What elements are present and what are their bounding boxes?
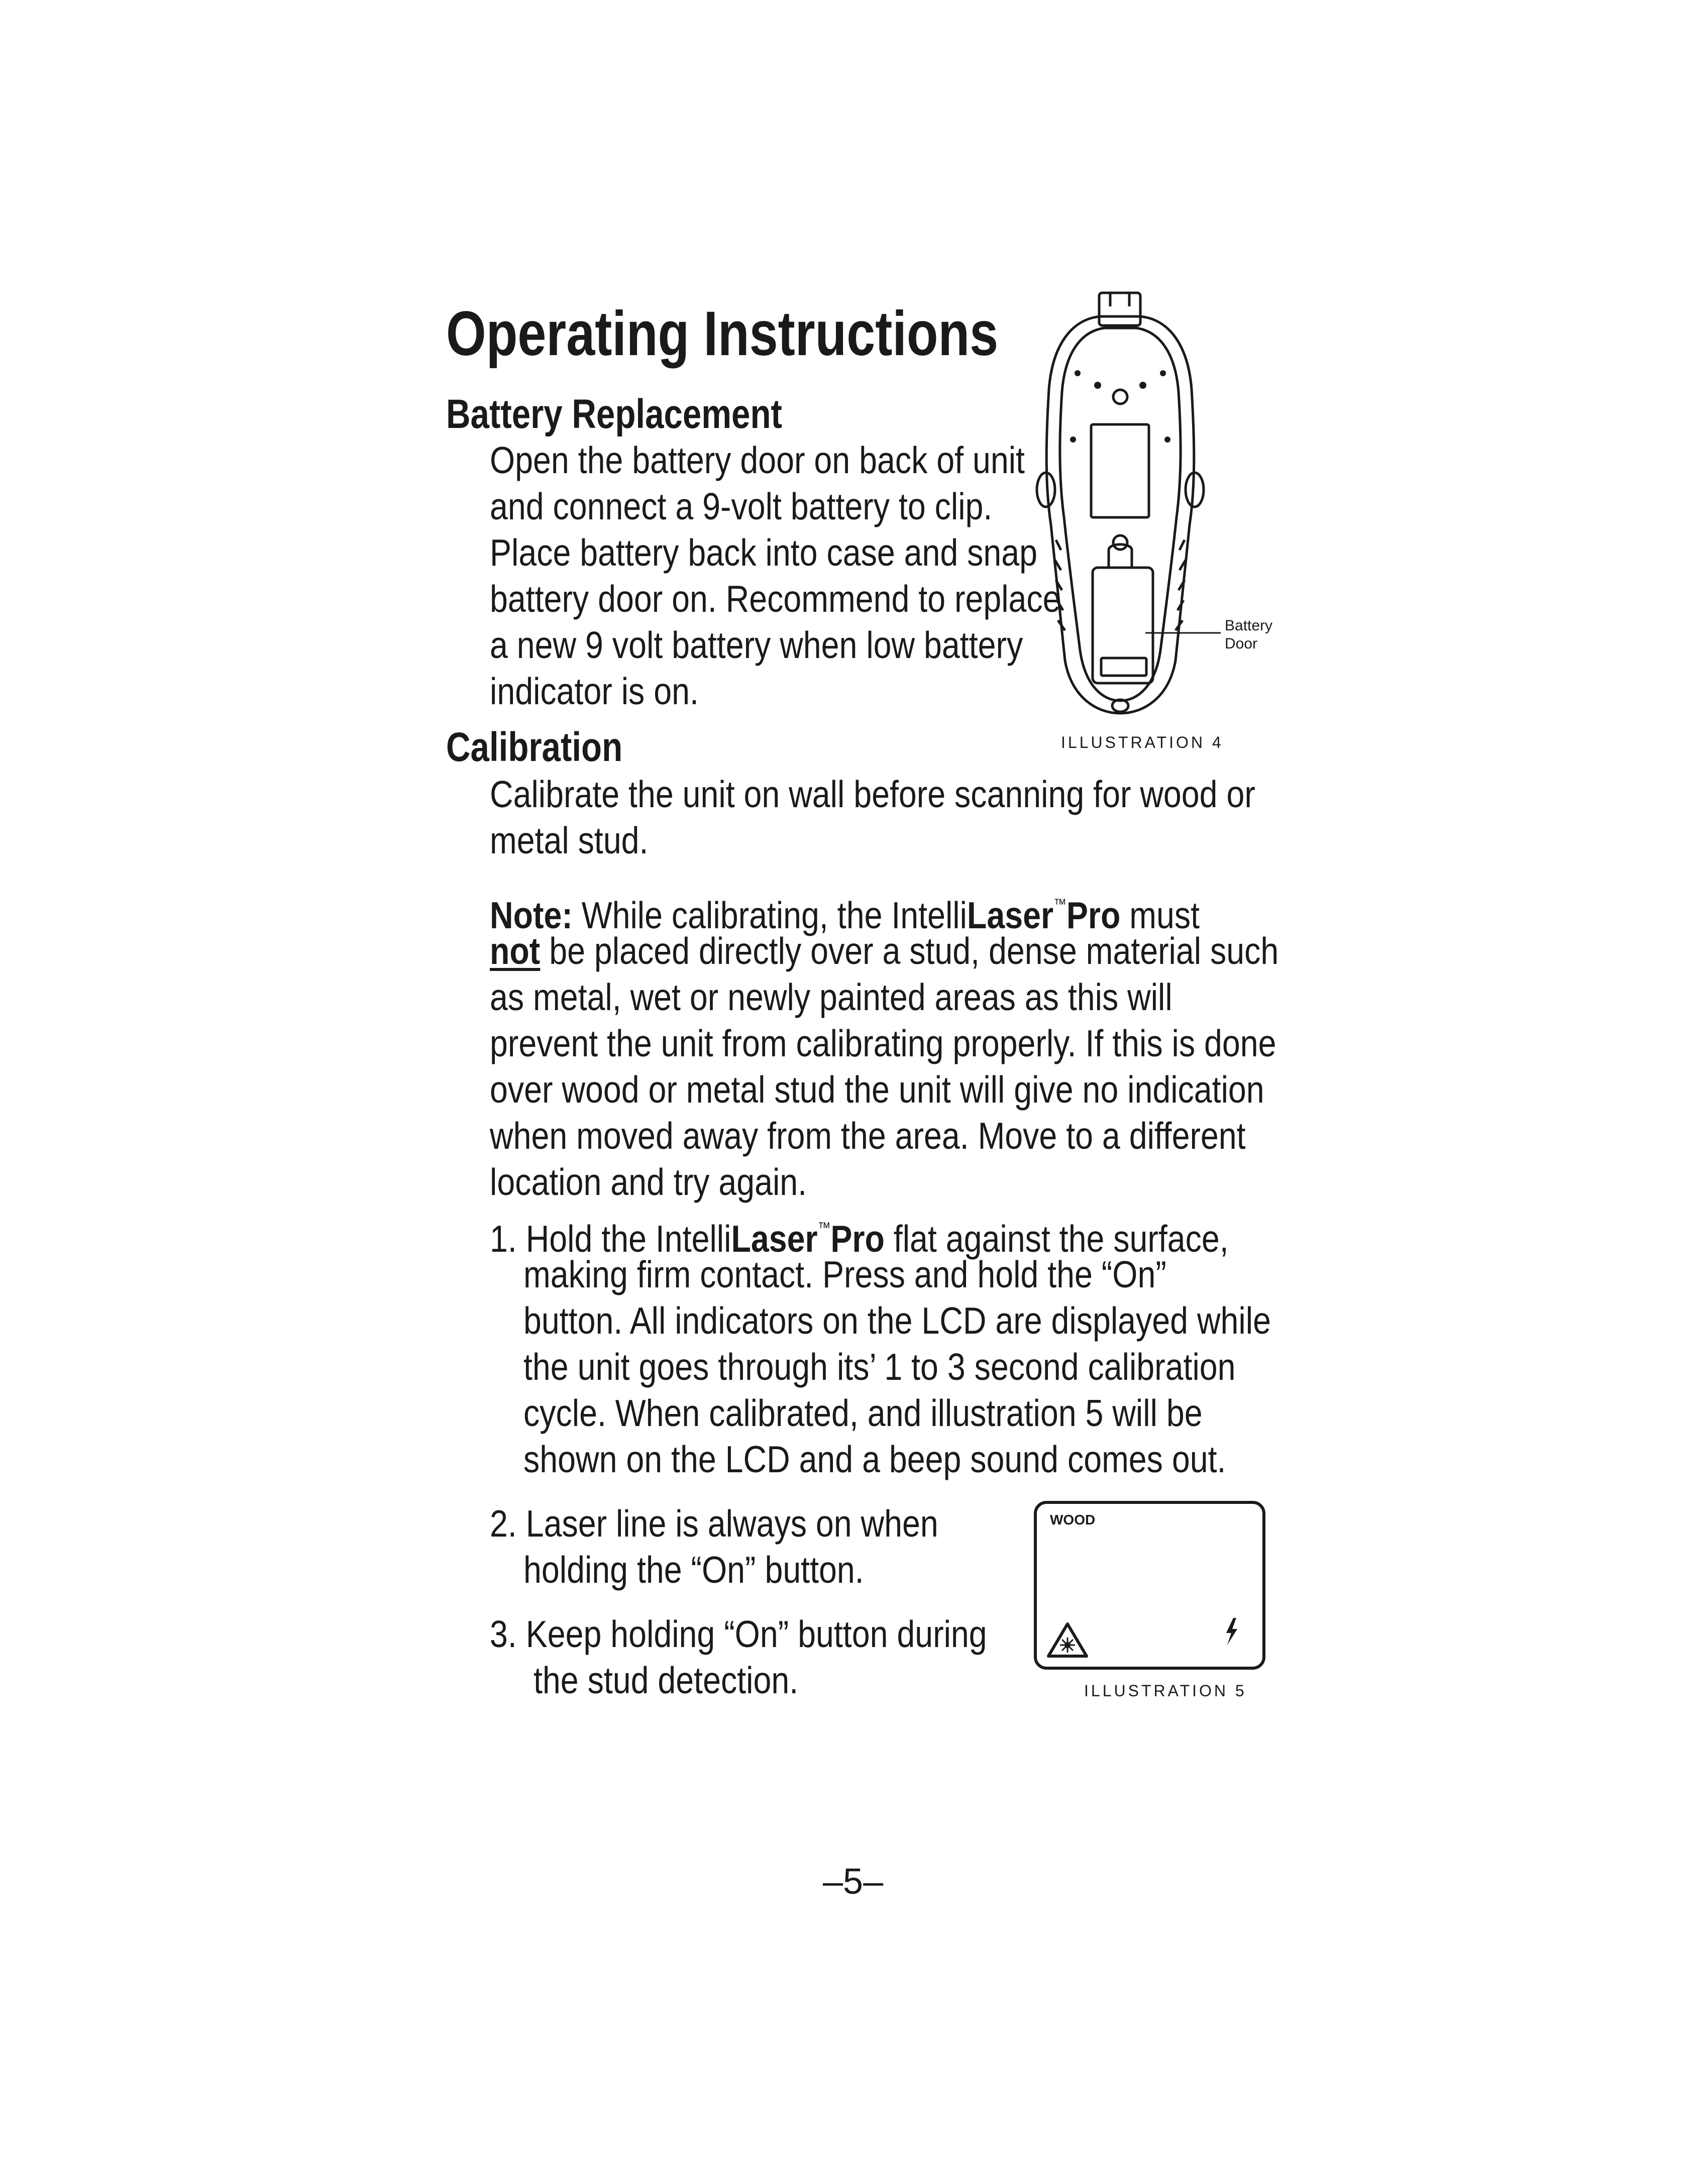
battery-line: Open the battery door on back of unit: [490, 439, 1025, 481]
not-emphasis: not: [490, 930, 541, 972]
note-line: over wood or metal stud the unit will give no indication: [490, 1068, 1264, 1111]
step-1-line: button. All indicators on the LCD are displayed while: [523, 1299, 1271, 1342]
note-line: not be placed directly over a stud, dense material such: [490, 930, 1279, 972]
page-number: –5–: [823, 1862, 884, 1902]
battery-line: battery door on. Recommend to replace: [490, 578, 1061, 620]
illustration-5-caption: ILLUSTRATION 5: [1084, 1682, 1247, 1700]
battery-line: a new 9 volt battery when low battery: [490, 624, 1023, 666]
step-1-line: the unit goes through its’ 1 to 3 second calibration: [523, 1346, 1236, 1388]
step-1-line: shown on the LCD and a beep sound comes out.: [523, 1438, 1226, 1480]
illustration-5-lcd: [1032, 1499, 1268, 1673]
laser-warning-icon: [1048, 1624, 1087, 1656]
lcd-wood-label: WOOD: [1050, 1512, 1096, 1528]
battery-door-label: Battery: [1225, 617, 1273, 634]
battery-door-label: Door: [1225, 635, 1258, 652]
brand-name: Laser: [967, 894, 1054, 936]
step-1: 1. Hold the IntelliLaser™Pro flat against the surface,: [490, 1218, 1229, 1260]
battery-line: and connect a 9-volt battery to clip.: [490, 485, 993, 527]
step-3-line: the stud detection.: [533, 1659, 799, 1701]
step-1-line: making firm contact. Press and hold the “On”: [523, 1253, 1166, 1295]
page-title: Operating Instructions: [446, 299, 999, 369]
illustration-4-device-back: [1025, 289, 1276, 721]
step-2: 2. Laser line is always on when: [490, 1502, 938, 1545]
battery-replacement-heading: Battery Replacement: [446, 391, 782, 437]
battery-indicator-icon: [1226, 1618, 1237, 1645]
note-line: as metal, wet or newly painted areas as this will: [490, 976, 1172, 1018]
note-label: Note:: [490, 894, 573, 936]
calibration-heading: Calibration: [446, 724, 623, 770]
note-line: location and try again.: [490, 1161, 807, 1203]
note-line: prevent the unit from calibrating properly. If this is done: [490, 1022, 1276, 1064]
step-3: 3. Keep holding “On” button during: [490, 1613, 987, 1655]
illustration-4-caption: ILLUSTRATION 4: [1061, 733, 1224, 751]
calibration-intro-line: metal stud.: [490, 819, 649, 861]
battery-line: indicator is on.: [490, 670, 699, 712]
calibration-intro-line: Calibrate the unit on wall before scanning for wood or: [490, 773, 1255, 815]
note-line: Note: While calibrating, the IntelliLaser™Pro must: [490, 894, 1200, 936]
note-line: when moved away from the area. Move to a different: [490, 1115, 1246, 1157]
step-1-line: cycle. When calibrated, and illustration 5 will be: [523, 1392, 1203, 1434]
step-2-line: holding the “On” button.: [523, 1549, 864, 1591]
battery-line: Place battery back into case and snap: [490, 531, 1038, 574]
